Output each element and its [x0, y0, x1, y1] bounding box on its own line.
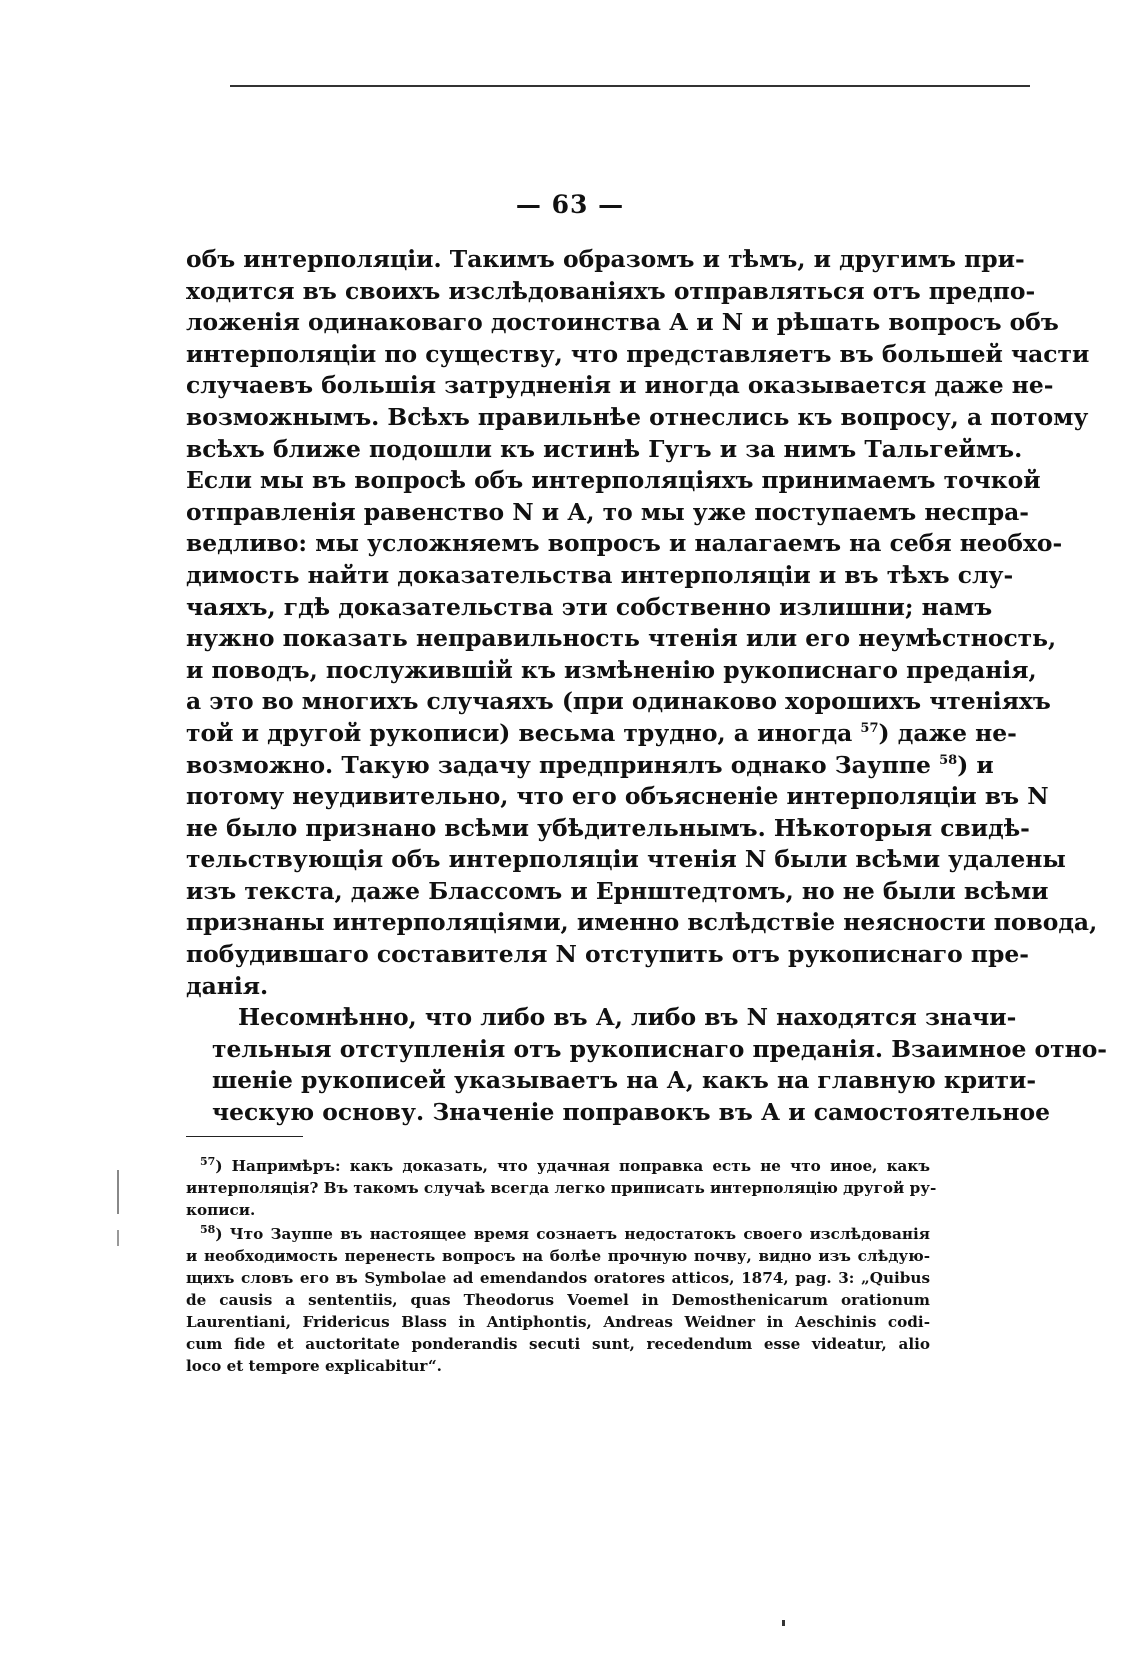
text-line: шеніе рукописей указываетъ на А, какъ на главную крити- [212, 1066, 1037, 1095]
footnote-line: loco et tempore explicabitur“. [186, 1357, 442, 1375]
footnote-line: интерполяція? Въ такомъ случаѣ всегда легко приписать интерполяцію другой ру- [186, 1179, 937, 1197]
body-text [186, 244, 1108, 1129]
text-line: димость найти доказательства интерполяціи и въ тѣхъ слу- [186, 560, 1014, 589]
text-line: ческую основу. Значеніе поправокъ въ А и самостоятельное [212, 1098, 1050, 1127]
text-line: Несомнѣнно, что либо въ А, либо въ N находятся значи- [238, 1003, 1017, 1032]
text-line: побудившаго составителя N отступить отъ рукописнаго пре- [186, 940, 1029, 969]
footnote-ref-58: 58 [939, 752, 958, 768]
text-line-with-ref [186, 718, 1017, 750]
text-line: ведливо: мы усложняемъ вопросъ и налагаемъ на себя необхо- [186, 529, 1063, 558]
text-line: не было признано всѣми убѣдительнымъ. Нѣкоторыя свидѣ- [186, 813, 1030, 842]
footnote-line [200, 1155, 930, 1177]
text-line: данія. [186, 971, 269, 1000]
text-line: тельствующія объ интерполяціи чтенія N были всѣми удалены [186, 845, 1066, 874]
text-line: возможнымъ. Всѣхъ правильнѣе отнеслись къ вопросу, а потому [186, 402, 1089, 431]
text-line: потому неудивительно, что его объясненіе интерполяціи въ N [186, 782, 1049, 811]
text-line: а это во многихъ случаяхъ (при одинаково хорошихъ чтеніяхъ [186, 687, 1051, 716]
footnote-line: cum fide et auctoritate ponderandis secuti sunt, recedendum esse videatur, alio [186, 1335, 930, 1353]
footnote-mark: 58 [200, 1222, 216, 1236]
paragraph-1 [186, 244, 1098, 1002]
text-line: тельныя отступленія отъ рукописнаго преданія. Взаимное отно- [212, 1034, 1108, 1063]
margin-mark [117, 1170, 119, 1214]
footnote-line: Laurentiani, Fridericus Blass in Antiphontis, Andreas Weidner in Aeschinis codi- [186, 1313, 930, 1331]
text-line: и поводъ, послужившій къ измѣненію рукописнаго преданія, [186, 655, 1037, 684]
text-line: случаевъ большія затрудненія и иногда оказывается даже не- [186, 371, 1054, 400]
text-line: нужно показать неправильность чтенія или его неумѣстность, [186, 624, 1057, 653]
text-segment: ) и [957, 750, 994, 779]
text-line: изъ текста, даже Блассомъ и Ернштедтомъ, но не были всѣми [186, 876, 1049, 905]
footnote-mark: 57 [200, 1154, 216, 1168]
text-segment: ) Что Зауппе въ настоящее время сознаетъ недостатокъ своего изслѣдованія [215, 1225, 930, 1243]
footnotes [186, 1154, 937, 1379]
text-line: Если мы въ вопросѣ объ интерполяціяхъ принимаемъ точкой [186, 466, 1041, 495]
text-segment: той и другой рукописи) весьма трудно, а иногда [186, 718, 853, 747]
footnote-line: de causis a sententiis, quas Theodorus Voemel in Demosthenicarum orationum [186, 1291, 930, 1309]
text-line: ложенія одинаковаго достоинства А и N и рѣшать вопросъ объ [186, 308, 1059, 337]
paragraph-2 [186, 1002, 1108, 1128]
margin-mark [117, 1230, 119, 1246]
footnote-line: щихъ словъ его въ Symbolae ad emendandos oratores atticos, 1874, pag. 3: „Quibus [186, 1269, 930, 1287]
text-line: отправленія равенство N и А, то мы уже поступаемъ неспра- [186, 497, 1029, 526]
footnote-57 [186, 1154, 937, 1221]
text-segment: ) Напримѣръ: какъ доказать, что удачная поправка есть не что иное, какъ [215, 1157, 930, 1175]
text-line: всѣхъ ближе подошли къ истинѣ Гугъ и за нимъ Тальгеймъ. [186, 434, 1023, 463]
text-line: чаяхъ, гдѣ доказательства эти собственно излишни; намъ [186, 592, 993, 621]
top-rule [230, 85, 1030, 87]
footnote-line: и необходимость перенесть вопросъ на болѣе прочную почву, видно изъ слѣдую- [186, 1247, 930, 1265]
page-number: — 63 — [515, 190, 625, 219]
text-line: интерполяціи по существу, что представляетъ въ большей части [186, 339, 1090, 368]
footnote-line [200, 1223, 930, 1245]
text-line: признаны интерполяціями, именно вслѣдствіе неясности повода, [186, 908, 1098, 937]
stray-mark [782, 1620, 785, 1626]
text-line: объ интерполяціи. Такимъ образомъ и тѣмъ, и другимъ при- [186, 245, 1025, 273]
footnote-line: кописи. [186, 1201, 256, 1219]
text-line: ходится въ своихъ изслѣдованіяхъ отправляться отъ предпо- [186, 276, 1036, 305]
text-segment: возможно. Такую задачу предпринялъ однако Зауппе [186, 750, 931, 779]
text-segment: ) даже не- [878, 718, 1017, 747]
footnote-ref-57: 57 [860, 721, 879, 737]
footnote-rule [186, 1136, 303, 1137]
text-line-with-ref [186, 750, 994, 782]
footnote-58 [186, 1222, 930, 1377]
